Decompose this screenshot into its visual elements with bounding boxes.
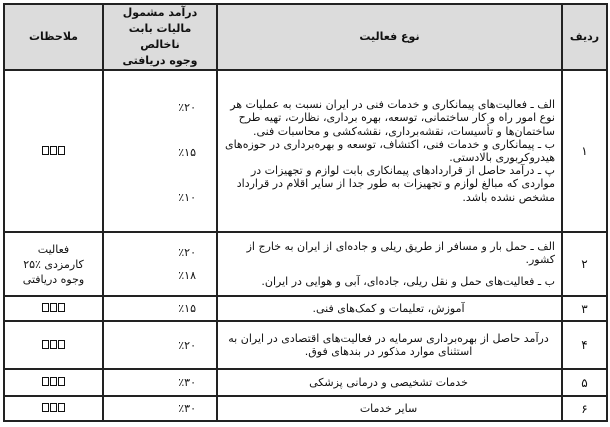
notes-cell	[4, 296, 103, 321]
rate-value: ٪۱۰	[178, 191, 196, 204]
placeholder-boxes-icon	[42, 403, 65, 412]
activity-cell: درآمد حاصل از بهره‌برداری سرمایه در فعالیت‌های اقتصادی در ایران به استثنای موارد مذکور در بندهای فوق.	[217, 321, 562, 369]
rate-value: ٪۱۸	[178, 269, 196, 282]
row-number: ۴	[562, 321, 607, 369]
activity-paragraph: الف ـ فعالیت‌های پیمانکاری و خدمات فنی در ایران نسبت به عملیات هر نوع امور راه و کار ساختمانی، توسعه، بهره برداری، نظارت، تهیه طرح ساختمان‌ها و تأسیسات، نقشه‌برداری، نقشه‌کشی و محاسبات فنی.	[230, 98, 555, 138]
notes-cell	[4, 321, 103, 369]
notes-cell	[4, 232, 103, 296]
header-taxable-income-line: مالیات بابت ناخالص	[128, 22, 192, 51]
activity-paragraph: ب ـ فعالیت‌های حمل و نقل ریلی، جاده‌ای، آبی و هوایی در ایران.	[261, 274, 555, 288]
row-number: ۱	[562, 70, 607, 232]
rate-value: ٪۲۰	[178, 338, 196, 352]
rate-value: ٪۳۰	[178, 402, 196, 415]
header-taxable-income-line: درآمد مشمول	[122, 6, 198, 19]
row-number: ۵	[562, 369, 607, 396]
table-row	[4, 321, 607, 369]
rate-value: ٪۲۰	[178, 101, 196, 114]
notes-cell	[4, 396, 103, 421]
header-row	[4, 4, 607, 70]
rate-cell	[103, 321, 217, 369]
notes-cell	[4, 369, 103, 396]
header-taxable-income-line: وجوه دریافتی	[122, 54, 198, 67]
header-activity-type: نوع فعالیت	[217, 4, 562, 70]
rate-cell	[103, 369, 217, 396]
rate-cell	[103, 296, 217, 321]
activity-paragraph: الف ـ حمل بار و مسافر از طریق ریلی و جاده‌ای از ایران به خارج از کشور.	[246, 240, 555, 267]
table-row	[4, 296, 607, 321]
activity-cell	[217, 70, 562, 232]
row-number: ۶	[562, 396, 607, 421]
activity-paragraph: ب ـ پیمانکاری و خدمات فنی، اکتشاف، توسعه و بهره‌برداری در حوزه‌های هیدروکربوری بالادستی.	[224, 137, 555, 164]
activity-cell	[217, 232, 562, 296]
rate-cell	[103, 70, 217, 232]
header-notes: ملاحظات	[4, 4, 103, 70]
notes-line: وجوه دریافتی	[22, 272, 85, 286]
placeholder-boxes-icon	[42, 340, 65, 349]
rate-value: ٪۱۵	[178, 302, 196, 315]
notes-line: کارمزدی ٪۲۵	[23, 257, 84, 271]
row-number: ۳	[562, 296, 607, 321]
row-number: ۲	[562, 232, 607, 296]
activity-cell: سایر خدمات	[217, 396, 562, 421]
rate-value: ٪۱۵	[178, 146, 196, 159]
table-row	[4, 232, 607, 296]
placeholder-boxes-icon	[42, 146, 65, 155]
rate-value: ٪۲۰	[178, 246, 196, 259]
rate-value: ٪۳۰	[178, 376, 196, 389]
table-row	[4, 70, 607, 232]
notes-line: فعالیت	[37, 242, 70, 256]
placeholder-boxes-icon	[42, 377, 65, 386]
rate-cell	[103, 232, 217, 296]
table-row	[4, 396, 607, 421]
header-taxable-income	[103, 4, 217, 70]
placeholder-boxes-icon	[42, 303, 65, 312]
activity-cell: آموزش، تعلیمات و کمک‌های فنی.	[217, 296, 562, 321]
rate-cell	[103, 396, 217, 421]
table-row	[4, 369, 607, 396]
activity-paragraph: پ ـ درآمد حاصل از قراردادهای پیمانکاری بابت لوازم و تجهیزات در مواردی که مبالغ لوازم و تجهیزات به طور جدا از سایر اقلام در قرارداد مشخص نشده باشد.	[236, 164, 555, 204]
tax-rate-table	[3, 3, 608, 422]
header-row-number: ردیف	[562, 4, 607, 70]
activity-cell: خدمات تشخیصی و درمانی پزشکی	[217, 369, 562, 396]
notes-cell	[4, 70, 103, 232]
